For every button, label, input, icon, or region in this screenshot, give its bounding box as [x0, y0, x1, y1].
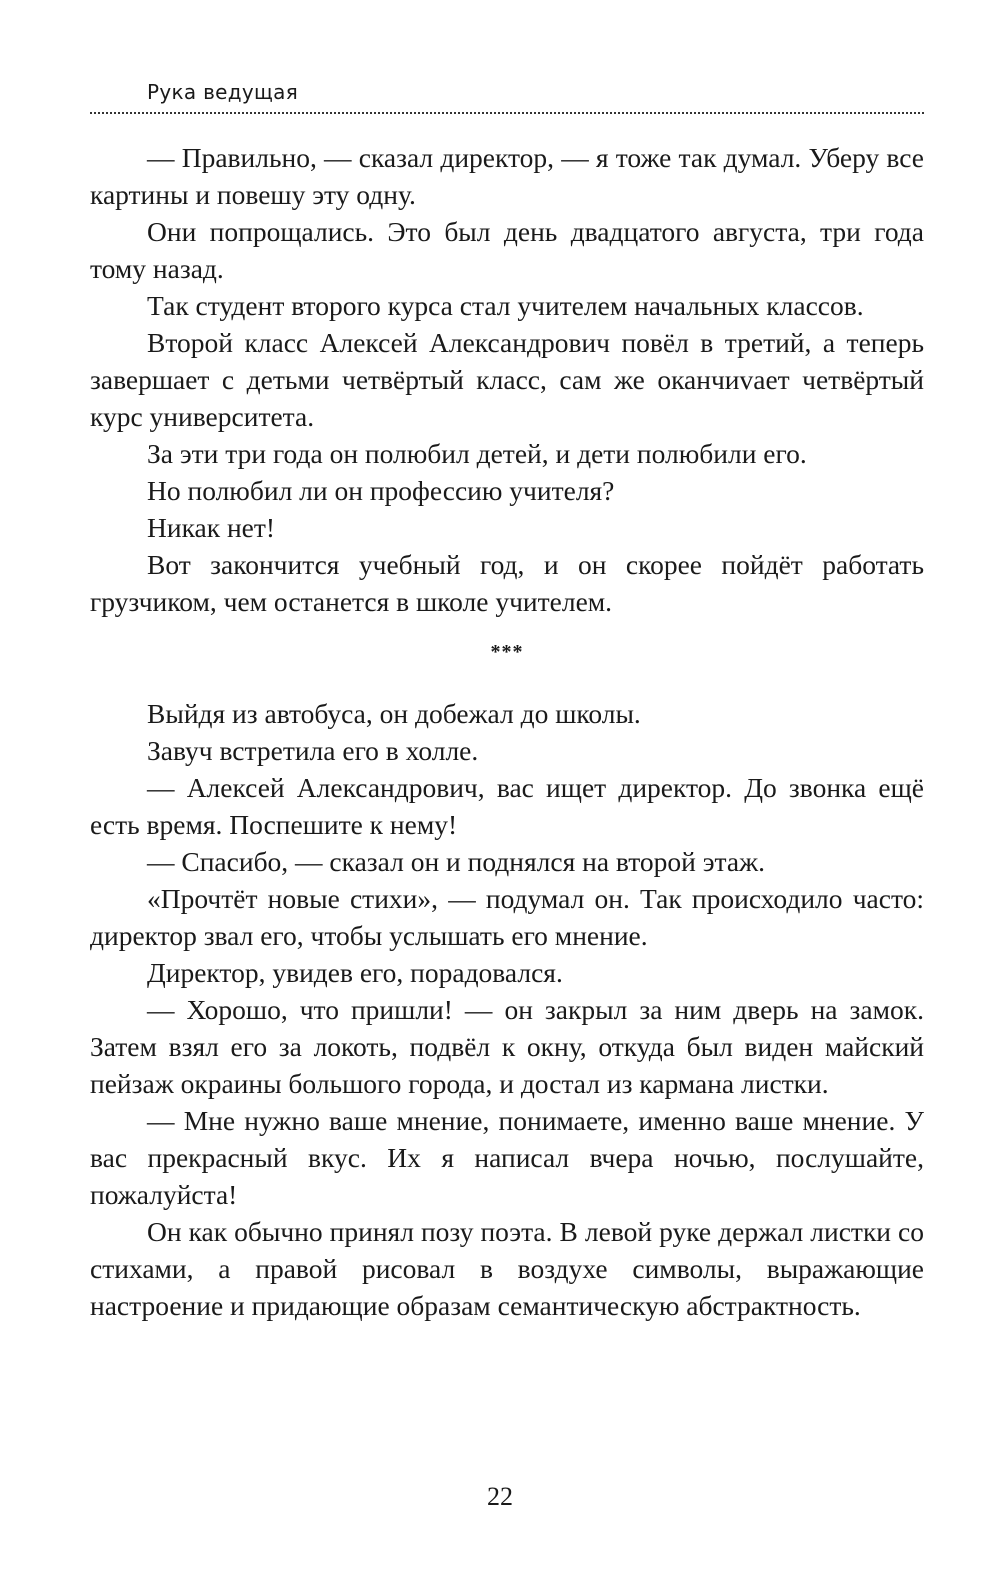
paragraph: — Мне нужно ваше мнение, понимаете, именно ваше мнение. У вас прекрасный вкус. Их я написал вчера ночью, послушайте, пожалуйста!	[90, 1105, 924, 1210]
header-dotted-rule	[90, 112, 924, 114]
body-text	[90, 139, 924, 1324]
paragraph: — Хорошо, что пришли! — он закрыл за ним дверь на замок. Затем взял его за локоть, подвёл к окну, откуда был виден майский пейзаж окраины большого города, и достал из кармана листки.	[90, 994, 924, 1099]
paragraph: Завуч встретила его в холле.	[147, 735, 479, 766]
paragraph: Они попрощались. Это был день двадцатого августа, три года тому назад.	[90, 216, 924, 284]
paragraph: Директор, увидев его, порадовался.	[147, 957, 563, 988]
paragraph: Выйдя из автобуса, он добежал до школы.	[147, 698, 641, 729]
paragraph: Он как обычно принял позу поэта. В левой руке держал листки со стихами, а правой рисовал в воздухе символы, выражающие настроение и придающие образам семантическую абстрактность.	[90, 1216, 924, 1321]
page-number: 22	[487, 1482, 513, 1511]
paragraph: За эти три года он полюбил детей, и дети полюбили его.	[147, 438, 807, 469]
paragraph: «Прочтёт новые стихи», — подумал он. Так происходило часто: директор звал его, чтобы услышать его мнение.	[90, 883, 924, 951]
paragraph: Так студент второго курса стал учителем начальных классов.	[147, 290, 864, 321]
paragraph: — Алексей Александрович, вас ищет директор. До звонка ещё есть время. Поспешите к нему!	[90, 772, 924, 840]
section-separator: ***	[490, 641, 524, 663]
running-title: Рука ведущая	[147, 80, 299, 104]
paragraph: — Правильно, — сказал директор, — я тоже так думал. Уберу все картины и повешу эту одну.	[90, 142, 924, 210]
paragraph: Но полюбил ли он профессию учителя?	[147, 475, 615, 506]
paragraph: Второй класс Алексей Александрович повёл в третий, а теперь завершает с детьми четвёртый класс, сам же оканчиvает четвёртый курс университета.	[90, 327, 924, 432]
paragraph: Никак нет!	[147, 512, 276, 543]
paragraph: — Спасибо, — сказал он и поднялся на второй этаж.	[147, 846, 765, 877]
paragraph: Вот закончится учебный год, и он скорее пойдёт работать грузчиком, чем останется в школе учителем.	[90, 549, 924, 617]
